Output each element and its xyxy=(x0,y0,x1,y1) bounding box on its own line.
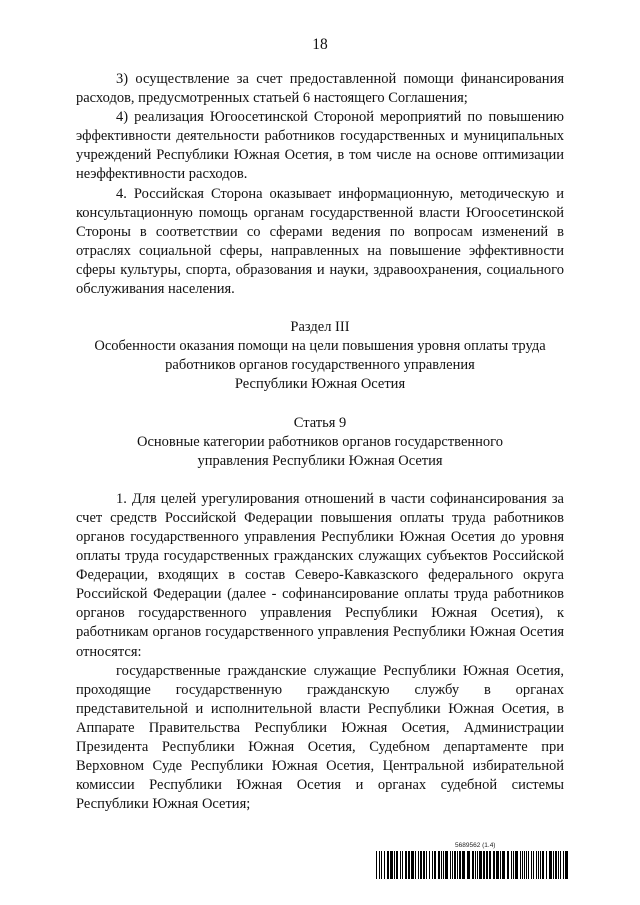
barcode-icon xyxy=(376,851,570,879)
barcode-id: 5689562 (1.4) xyxy=(455,842,496,849)
article-paragraph-civil-servants: государственные гражданские служащие Республики Южная Осетия, проходящие государственную гражданскую службу в органах представительной и исполнительной власти Республики Южная Осетия, в Аппарате Правительства Республики Южная Осетия, Администрации Президента Республики Южная Осетия, Судебном департаменте при Верховном Суде Республики Южная Осетия, Центральной избирательной комиссии Республики Южная Осетия и органах судебной системы Республики Южная Осетия; xyxy=(76,662,564,813)
article-paragraph-1: 1. Для целей урегулирования отношений в части софинансирования за счет средств Российской Федерации повышения оплаты труда работников органов государственного управления Республики Южная Осетия до уровня оплаты труда государственных гражданских служащих субъектов Российской Федерации, входящих в состав Северо-Кавказского федерального округа Российской Федерации (далее - софинансирование оплаты труда работников органов государственного управления Республики Южная Осетия), к работникам органов государственного управления Республики Южная Осетия относятся: xyxy=(76,490,564,660)
article-title-line2: управления Республики Южная Осетия xyxy=(197,452,443,469)
paragraph-item-4: 4) реализация Югоосетинской Стороной мероприятий по повышению эффективности деятельности работников государственных и муниципальных учреждений Республики Южная Осетия, в том числе на основе оптимизации неэффективности расходов. xyxy=(76,109,564,183)
section-title-line1: Особенности оказания помощи на цели повышения уровня оплаты труда xyxy=(94,338,546,355)
page-number: 18 xyxy=(312,36,328,53)
article-label: Статья 9 xyxy=(293,414,347,431)
article-heading xyxy=(76,414,564,471)
section-title-line2: работников органов государственного управления xyxy=(165,357,475,374)
section-label: Раздел III xyxy=(290,319,350,336)
paragraph-point-4: 4. Российская Сторона оказывает информационную, методическую и консультационную помощь органам государственной власти Югоосетинской Стороны в соответствии со сферами ведения по вопросам изменений в отраслях социальной сферы, направленных на повышение эффективности сферы культуры, спорта, образования и науки, здравоохранения, социального обслуживания населения. xyxy=(76,185,564,298)
paragraph-item-3: 3) осуществление за счет предоставленной помощи финансирования расходов, предусмотренных статьей 6 настоящего Соглашения; xyxy=(76,71,564,107)
document-body xyxy=(76,70,564,814)
article-title-line1: Основные категории работников органов государственного xyxy=(136,433,503,450)
section-heading xyxy=(76,318,564,394)
section-title-line3: Республики Южная Осетия xyxy=(234,376,406,393)
